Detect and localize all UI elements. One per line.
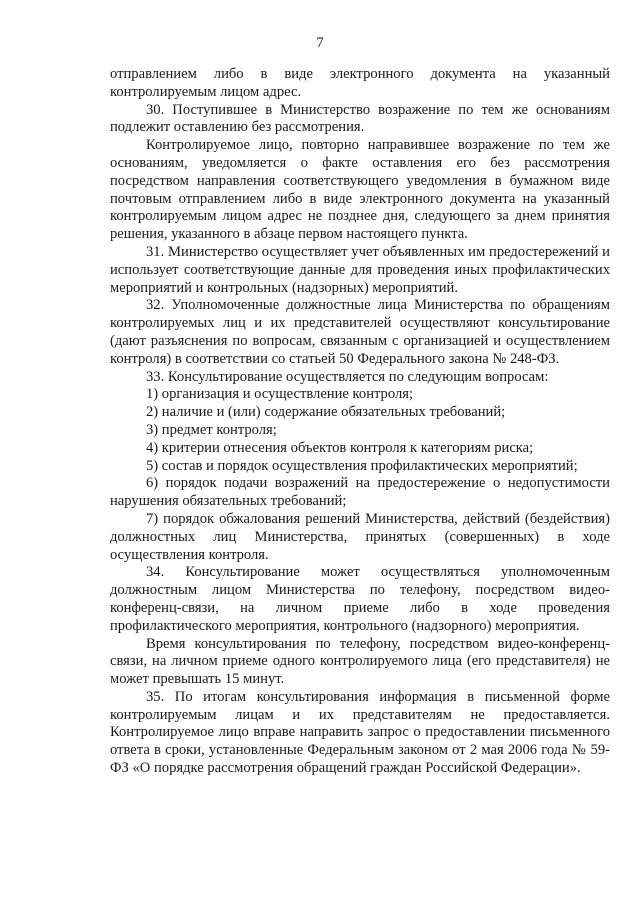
list-item-5: 5) состав и порядок осуществления профилактических мероприятий; bbox=[146, 457, 578, 474]
document-body bbox=[110, 66, 610, 778]
paragraph-32: 32. Уполномоченные должностные лица Министерства по обращениям контролируемых лиц и их представителей осуществляют консультирование (дают разъяснения по вопросам, связанным с организацией и осуществлением контроля) в соответствии со статьей 50 Федерального закона № 248-ФЗ. bbox=[110, 297, 610, 367]
list-item-4: 4) критерии отнесения объектов контроля к категориям риска; bbox=[146, 439, 534, 456]
list-item-2: 2) наличие и (или) содержание обязательных требований; bbox=[146, 404, 506, 421]
paragraph-31: 31. Министерство осуществляет учет объявленных им предостережений и использует соответствующие данные для проведения иных профилактических мероприятий и контрольных (надзорных) мероприятий. bbox=[110, 243, 610, 296]
paragraph-continuation: отправлением либо в виде электронного документа на указанный контролируемым лицом адрес. bbox=[110, 66, 610, 100]
paragraph-34: 34. Консультирование может осуществляться уполномоченным должностным лицом Министерства по телефону, посредством видео-конференц-связи, на личном приеме либо в ходе проведения профилактического мероприятия, контрольного (надзорного) мероприятия. bbox=[110, 564, 610, 634]
paragraph-35: 35. По итогам консультирования информация в письменной форме контролируемым лицам и их представителям не предоставляется. Контролируемое лицо вправе направить запрос о предоставлении письменного ответа в сроки, установленные Федеральным законом от 2 мая 2006 года № 59-ФЗ «О порядке рассмотрения обращений граждан Российской Федерации». bbox=[110, 688, 610, 777]
paragraph-33: 33. Консультирование осуществляется по следующим вопросам: bbox=[146, 368, 549, 385]
page-number: 7 bbox=[316, 35, 324, 51]
list-item-6: 6) порядок подачи возражений на предостережение о недопустимости нарушения обязательных требований; bbox=[110, 475, 610, 510]
list-item-7: 7) порядок обжалования решений Министерства, действий (бездействия) должностных лиц Министерства, принятых (совершенных) в ходе осуществления контроля. bbox=[110, 510, 610, 563]
paragraph-30: 30. Поступившее в Министерство возражение по тем же основаниям подлежит оставлению без рассмотрения. bbox=[110, 101, 610, 136]
paragraph-30-repeat-objection: Контролируемое лицо, повторно направившее возражение по тем же основаниям, уведомляется о факте оставления его без рассмотрения посредством направления соответствующего уведомления в бумажном виде почтовым отправлением либо в виде электронного документа на указанный контролируемым лицом адрес не позднее дня, следующего за днем принятия решения, указанного в абзаце первом настоящего пункта. bbox=[110, 137, 610, 243]
list-item-3: 3) предмет контроля; bbox=[146, 421, 277, 438]
list-item-1: 1) организация и осуществление контроля; bbox=[146, 386, 414, 403]
paragraph-34-time-limit: Время консультирования по телефону, посредством видео-конференц-связи, на личном приеме одного контролируемого лица (его представителя) не может превышать 15 минут. bbox=[110, 635, 610, 688]
